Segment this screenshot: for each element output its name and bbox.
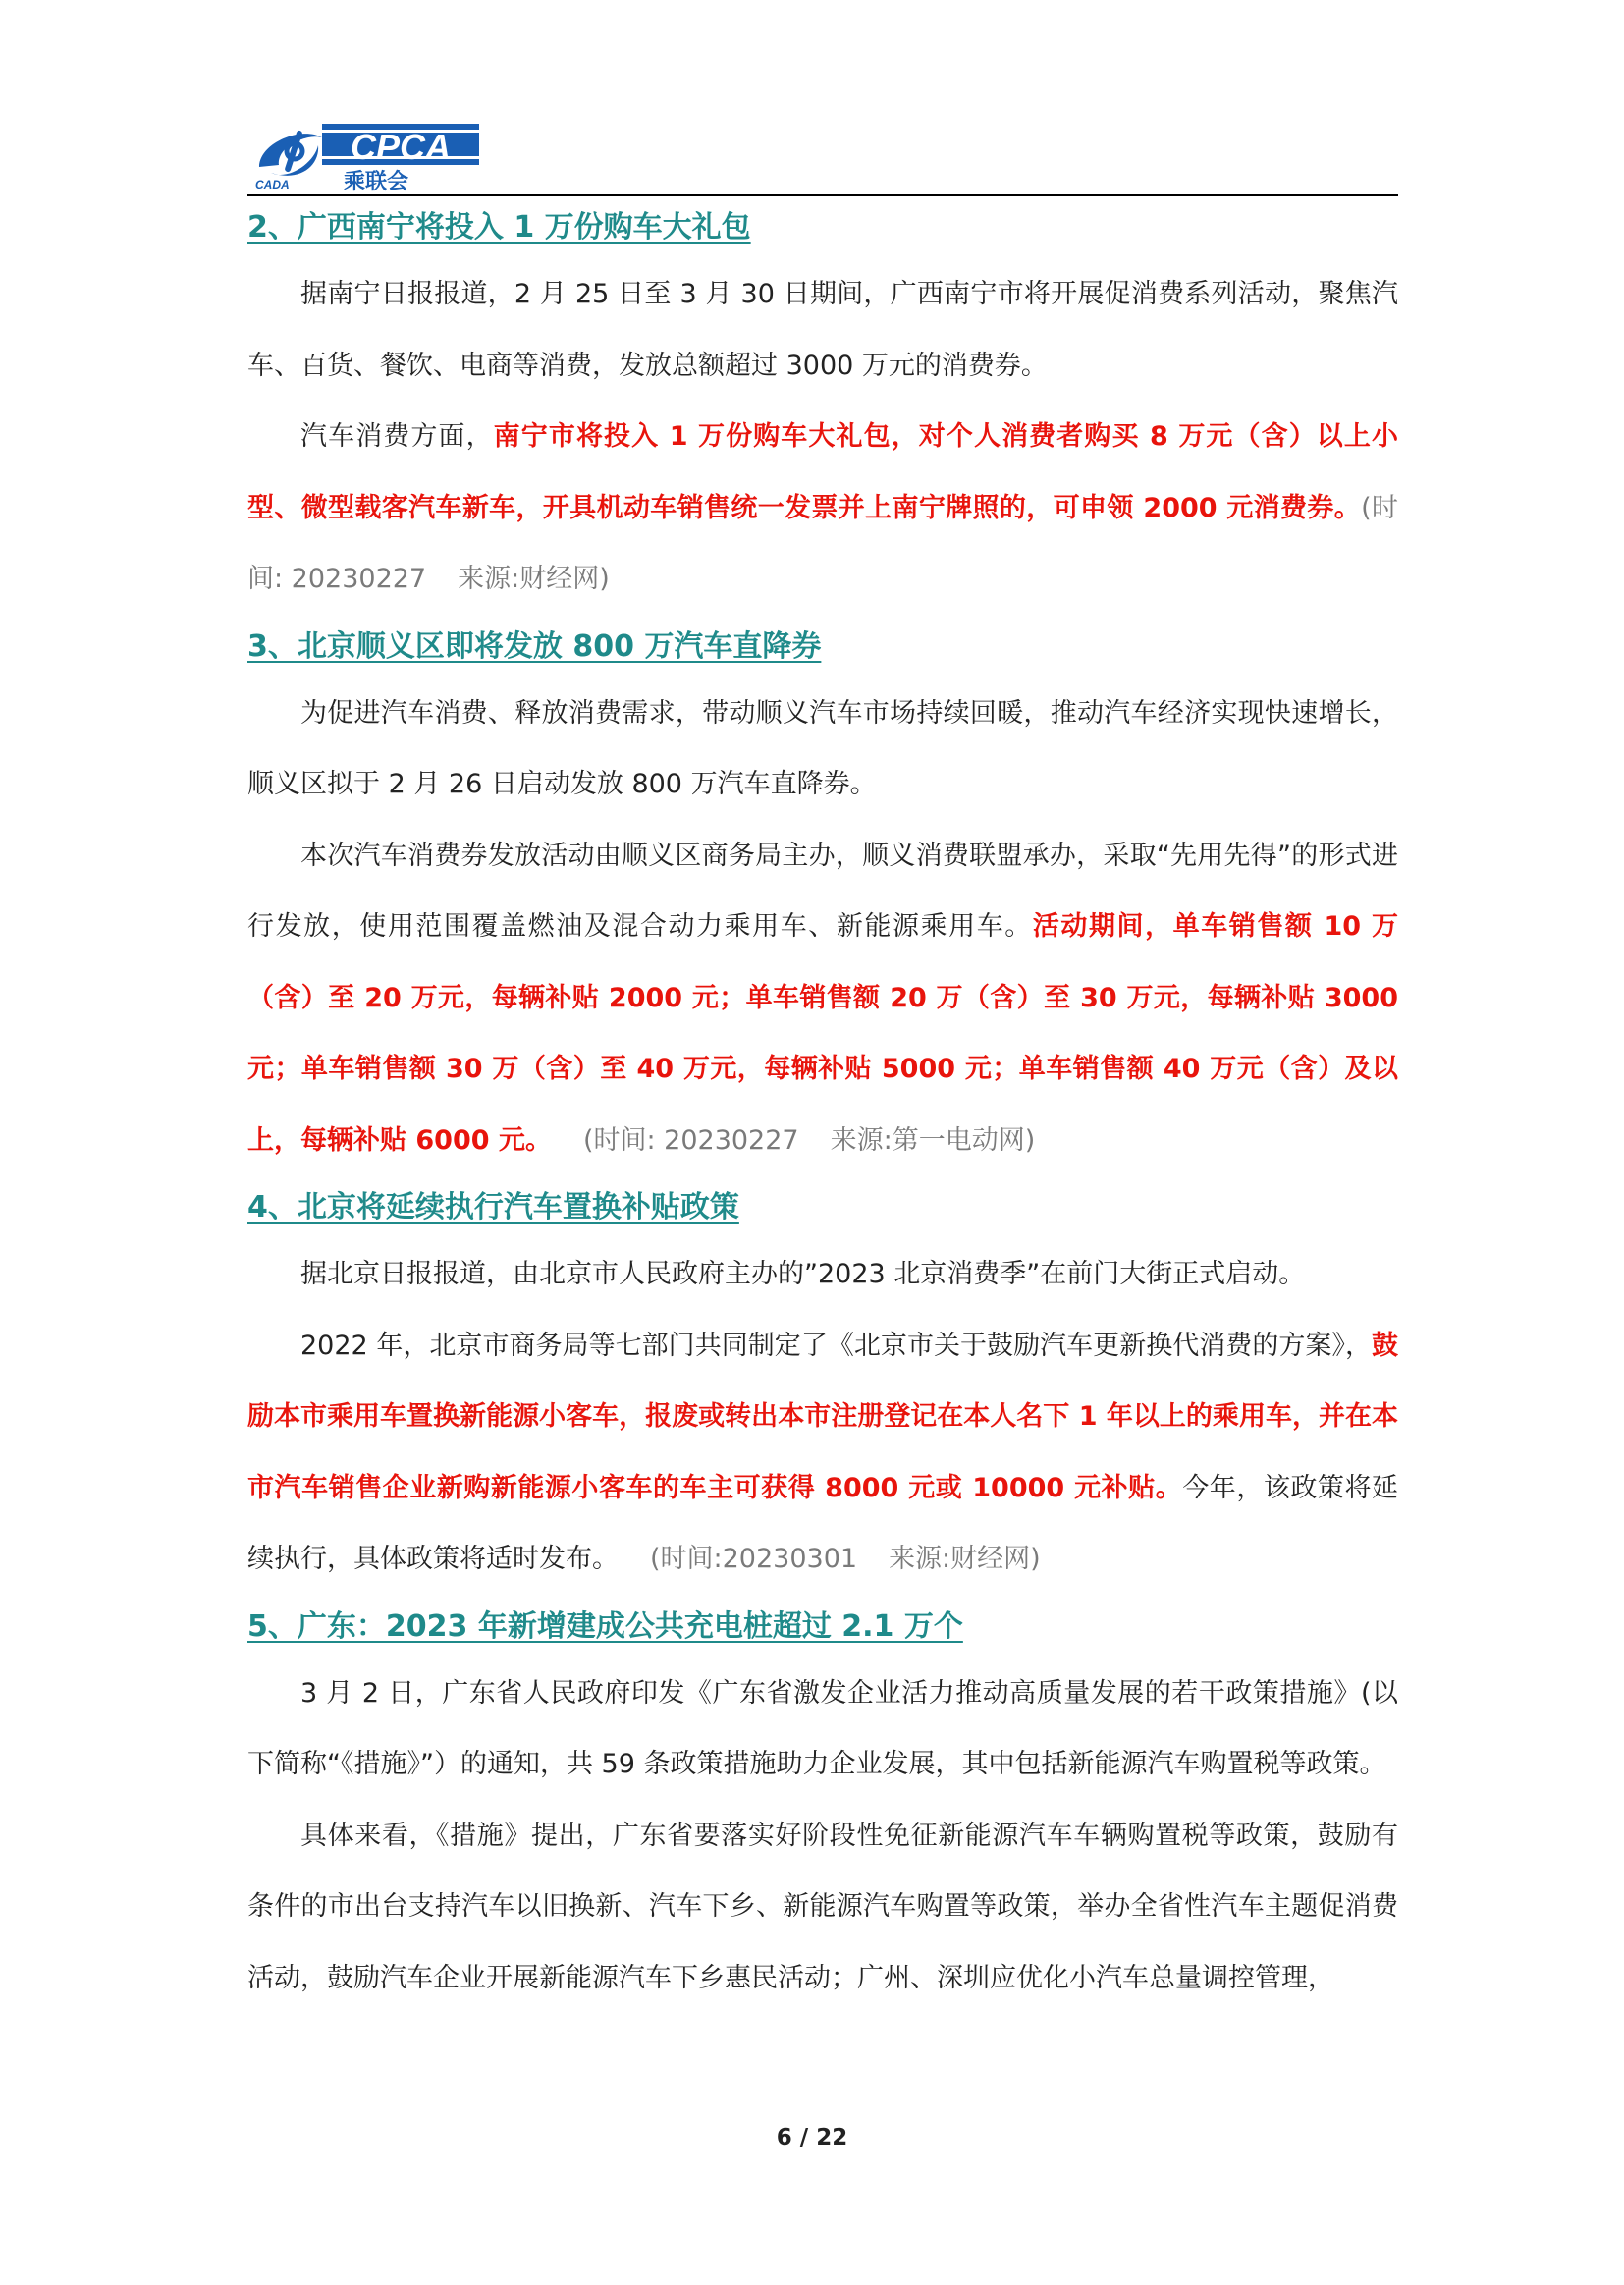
paragraph: 具体来看，《措施》提出，广东省要落实好阶段性免征新能源汽车车辆购置税等政策，鼓励有条件的市出台支持汽车以旧换新、汽车下乡、新能源汽车购置等政策，举办全省性汽车主题促消费活动，鼓励汽车企业开展新能源汽车下乡惠民活动；广州、深圳应优化小汽车总量调控管理， (247, 1820, 1398, 1993)
paragraph (247, 1311, 1398, 1596)
paragraph (247, 402, 1398, 616)
source-label: 来源:财经网) (889, 1544, 1041, 1574)
section-title: 2、广西南宁将投入 1 万份购车大礼包 (247, 210, 751, 245)
section-title: 4、北京将延续执行汽车置换补贴政策 (247, 1190, 739, 1224)
paragraph (247, 821, 1398, 1177)
time-label: (时间: 20230227 (247, 492, 1398, 594)
highlighted-text: 活动期间，单车销售额 10 万（含）至 20 万元，每辆补贴 2000 元；单车销售额 20 万（含）至 30 万元，每辆补贴 3000 元；单车销售额 30 万（含）至 40 万元，每辆补贴 5000 元；单车销售额 40 万元（含）及以上，每辆补贴 6000 元。 (247, 911, 1399, 1156)
logo-text-small: CADA (255, 178, 290, 191)
logo-text-en: CPCA (350, 127, 452, 167)
cpca-logo (249, 116, 485, 192)
source-label: 来源:第一电动网) (830, 1124, 1036, 1156)
paragraph: 据南宁日报报道，2 月 25 日至 3 月 30 日期间，广西南宁市将开展促消费系列活动，聚焦汽车、百货、餐饮、电商等消费，发放总额超过 3000 万元的消费券。 (247, 279, 1398, 381)
time-label: (时间:20230301 (650, 1544, 858, 1574)
paragraph: 据北京日报报道，由北京市人民政府主办的”2023 北京消费季”在前门大街正式启动。 (300, 1259, 1306, 1289)
section-title: 5、广东：2023 年新增建成公共充电桩超过 2.1 万个 (247, 1608, 963, 1644)
source-label: 来源:财经网) (458, 564, 610, 594)
paragraph-text: 汽车消费方面， (300, 421, 494, 452)
paragraph-text: 本次汽车消费券发放活动由顺义区商务局主办，顺义消费联盟承办，采取“先用先得”的形式进行发放，使用范围覆盖燃油及混合动力乘用车、新能源乘用车。 (247, 840, 1398, 942)
time-label: (时间: 20230227 (582, 1124, 799, 1156)
highlighted-text: 南宁市将投入 1 万份购车大礼包，对个人消费者购买 8 万元（含）以上小型、微型载客汽车新车，开具机动车销售统一发票并上南宁牌照的，可申领 2000 元消费券。 (247, 421, 1399, 523)
highlighted-text: 鼓励本市乘用车置换新能源小客车，报废或转出本市注册登记在本人名下 1 年以上的乘用车，并在本市汽车销售企业新购新能源小客车的车主可获得 8000 元或 10000 元补贴。 (247, 1330, 1398, 1503)
paragraph: 为促进汽车消费、释放消费需求，带动顺义汽车市场持续回暖，推动汽车经济实现快速增长，顺义区拟于 2 月 26 日启动发放 800 万汽车直降券。 (247, 697, 1398, 799)
page-header (247, 116, 1398, 196)
paragraph-text: 2022 年，北京市商务局等七部门共同制定了《北京市关于鼓励汽车更新换代消费的方案》， (300, 1330, 1372, 1361)
paragraph-text: 今年，该政策将延续执行，具体政策将适时发布。 (247, 1472, 1398, 1574)
document-body (247, 196, 1398, 2014)
logo-text-cn: 乘联会 (344, 170, 409, 192)
page-number: 6 / 22 (776, 2125, 848, 2150)
paragraph: 3 月 2 日，广东省人民政府印发《广东省激发企业活力推动高质量发展的若干政策措施》(以下简称“《措施》”）的通知，共 59 条政策措施助力企业发展，其中包括新能源汽车购置税等政策。 (247, 1677, 1398, 1779)
section-title: 3、北京顺义区即将发放 800 万汽车直降券 (247, 628, 822, 664)
